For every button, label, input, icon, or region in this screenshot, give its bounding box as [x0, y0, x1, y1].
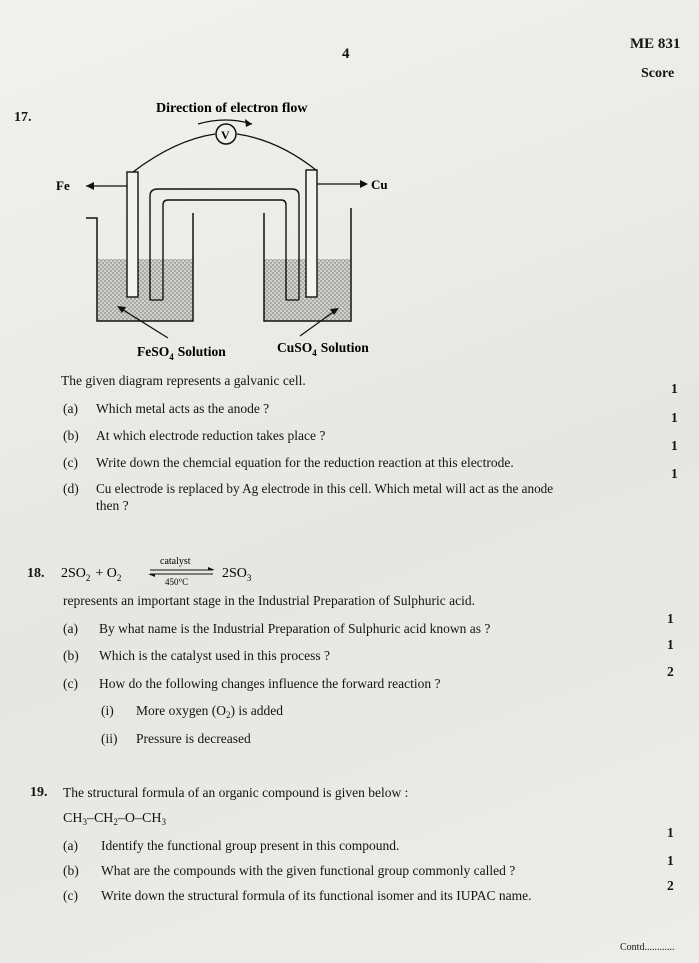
q19c-mark: 2: [667, 878, 674, 893]
q17a-mark: 1: [671, 381, 678, 396]
q18c-ii-label: (ii): [101, 731, 118, 746]
score-label: Score: [641, 66, 675, 81]
svg-text:V: V: [221, 128, 230, 142]
q17d-label: (d): [63, 481, 79, 496]
q17-intro: The given diagram represents a galvanic cell.: [61, 373, 306, 388]
q18a-label: (a): [63, 621, 78, 636]
q19-formula: $CH_3-CH_2-O-CH_3$: [63, 811, 166, 827]
paper-code: ME 831: [630, 36, 681, 52]
q19b-label: (b): [63, 863, 79, 878]
q18a-text: By what name is the Industrial Preparation of Sulphuric acid known as ?: [99, 621, 491, 636]
question-17-number: 17.: [14, 110, 32, 125]
q17b-label: (b): [63, 428, 79, 443]
q17c-text: Write down the chemcial equation for the reduction reaction at this electrode.: [96, 455, 514, 470]
reaction-equation: [55, 548, 275, 588]
q17d-text-cont: then ?: [96, 498, 129, 513]
q18b-label: (b): [63, 648, 79, 663]
q19c-label: (c): [63, 888, 78, 903]
diagram-title: Direction of electron flow: [156, 101, 308, 116]
catalyst-label: catalyst: [160, 556, 191, 567]
question-18-number: 18.: [27, 566, 45, 581]
q19b-mark: 1: [667, 853, 674, 868]
q19c-text: Write down the structural formula of its functional isomer and its IUPAC name.: [101, 888, 532, 903]
cu-label: Cu: [371, 177, 388, 192]
q18b-text: Which is the catalyst used in this process ?: [99, 648, 330, 663]
q18c-i-label: (i): [101, 703, 114, 718]
q17c-label: (c): [63, 455, 78, 470]
q18b-mark: 1: [667, 637, 674, 652]
continued-note: Contd............: [620, 942, 675, 953]
page-number: 4: [342, 46, 350, 62]
q18c-text: How do the following changes influence the forward reaction ?: [99, 676, 441, 691]
cu-electrode: [306, 170, 317, 297]
q18-intro: represents an important stage in the Industrial Preparation of Sulphuric acid.: [63, 593, 476, 608]
q17b-text: At which electrode reduction takes place ?: [96, 428, 326, 443]
fe-label: Fe: [56, 178, 70, 193]
q17d-mark: 1: [671, 466, 678, 481]
cuso4-label: CuSO$_4$ Solution: [277, 340, 369, 358]
svg-text:2SO2+ O2: $2SO_2 + O_2$: [61, 566, 122, 583]
q17d-text: Cu electrode is replaced by Ag electrode in this cell. Which metal will act as the anode: [96, 481, 554, 496]
q17a-text: Which metal acts as the anode ?: [96, 401, 270, 416]
question-19-number: 19.: [30, 785, 48, 800]
q19-intro: The structural formula of an organic compound is given below :: [63, 785, 409, 800]
q18c-ii-text: Pressure is decreased: [136, 731, 251, 746]
q18c-i-text: More oxygen $(O_2)$ is added: [136, 703, 283, 720]
galvanic-cell-diagram: [0, 0, 699, 380]
q17a-label: (a): [63, 401, 78, 416]
temperature-label: 450°C: [165, 577, 189, 587]
q17c-mark: 1: [671, 438, 678, 453]
fe-electrode: [127, 172, 138, 297]
q19a-text: Identify the functional group present in this compound.: [101, 838, 400, 853]
q18a-mark: 1: [667, 611, 674, 626]
q19a-label: (a): [63, 838, 78, 853]
q19b-text: What are the compounds with the given functional group commonly called ?: [101, 863, 516, 878]
q17b-mark: 1: [671, 410, 678, 425]
q18c-mark: 2: [667, 664, 674, 679]
q19a-mark: 1: [667, 825, 674, 840]
feso4-solution: [97, 259, 193, 321]
svg-text:2SO3: $2SO_3$: [222, 566, 252, 583]
feso4-label: FeSO$_4$ Solution: [137, 344, 226, 362]
q18c-label: (c): [63, 676, 78, 691]
